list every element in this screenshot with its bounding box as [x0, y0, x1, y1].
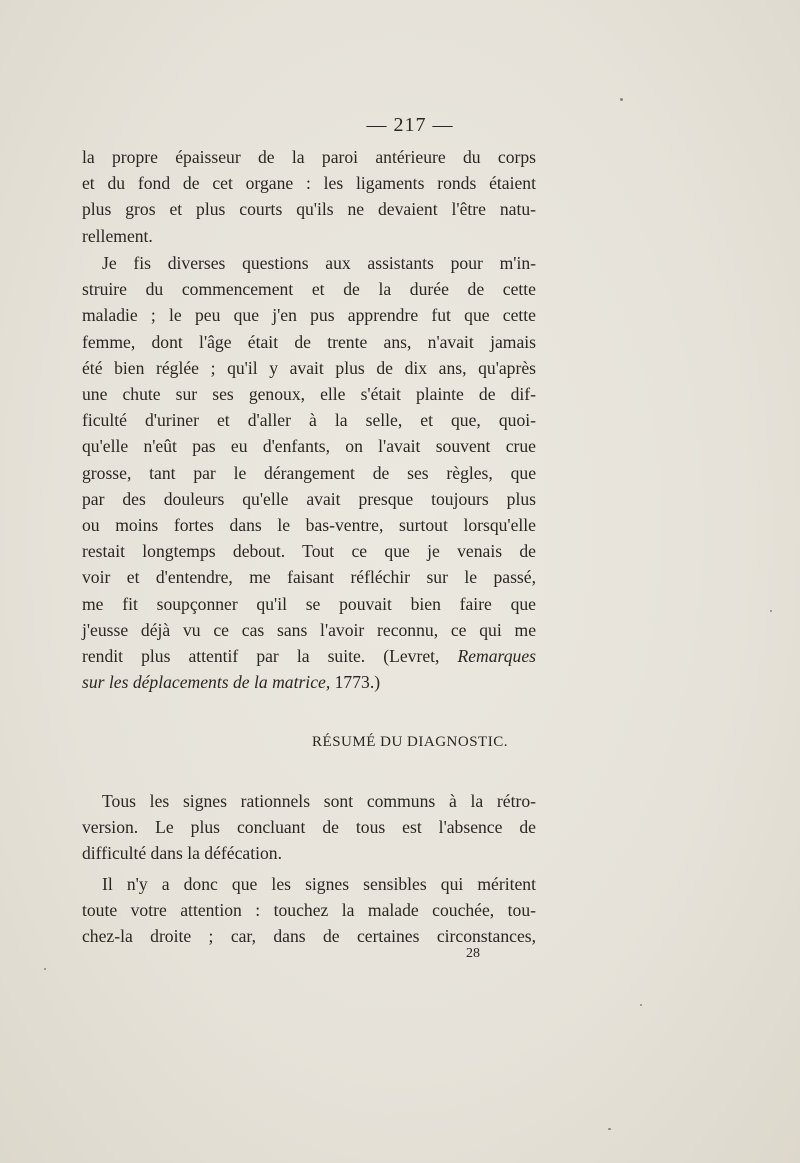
section-heading: RÉSUMÉ DU DIAGNOSTIC. [312, 734, 508, 750]
citation-year: 1773.) [334, 672, 381, 693]
paragraph-2-line: j'eusse déjà vu ce cas sans l'avoir reconnu, ce qui me [82, 619, 536, 640]
paragraph-1-line: rellement. [82, 225, 153, 246]
paragraph-4-line: chez-la droite ; car, dans de certaines circonstances, [82, 926, 536, 947]
paper-speck [608, 1128, 611, 1130]
paragraph-3-line: difficulté dans la défécation. [82, 843, 282, 864]
paragraph-2-line: par des douleurs qu'elle avait presque toujours plus [82, 488, 536, 509]
paragraph-3-line: version. Le plus concluant de tous est l'absence de [82, 817, 536, 838]
paragraph-2-line: struire du commencement et de la durée de cette [82, 279, 536, 300]
paragraph-1-line: la propre épaisseur de la paroi antérieure du corps [82, 147, 536, 167]
citation-title-italic: Remarques [457, 646, 536, 667]
paragraph-4 [82, 871, 536, 950]
paragraph-1-line: plus gros et plus courts qu'ils ne devaient l'être natu- [82, 199, 536, 220]
signature-mark: 28 [466, 946, 480, 961]
paragraph-1 [82, 144, 536, 249]
paragraph-1-line: et du fond de cet organe : les ligaments ronds étaient [82, 173, 536, 194]
citation-line-end [82, 669, 536, 695]
paragraph-4-line: Il n'y a donc que les signes sensibles qui méritent [102, 874, 536, 894]
citation-text: rendit plus attentif par la suite. (Levret, [82, 646, 440, 667]
paper-speck [44, 968, 46, 970]
paragraph-2-line: Je fis diverses questions aux assistants pour m'in- [102, 253, 536, 273]
paragraph-2-line: maladie ; le peu que j'en pus apprendre fut que cette [82, 305, 536, 326]
paragraph-2-line: femme, dont l'âge était de trente ans, n'avait jamais [82, 331, 536, 352]
paragraph-2-line: ou moins fortes dans le bas-ventre, surtout lorsqu'elle [82, 515, 536, 536]
page-number: — 217 — [366, 114, 454, 136]
paragraph-2-line: une chute sur ses genoux, elle s'était plainte de dif- [82, 384, 536, 405]
paragraph-2-line: été bien réglée ; qu'il y avait plus de dix ans, qu'après [82, 357, 536, 378]
paragraph-3-line: Tous les signes rationnels sont communs à la rétro- [102, 791, 536, 811]
paragraph-2-line: me fit soupçonner qu'il se pouvait bien faire que [82, 593, 536, 614]
paragraph-3 [82, 788, 536, 867]
citation-title-italic: sur les déplacements de la matrice, [82, 672, 331, 693]
paragraph-2-line: voir et d'entendre, me faisant réfléchir sur le passé, [82, 567, 536, 588]
paragraph-2-line: qu'elle n'eût pas eu d'enfants, on l'avait souvent crue [82, 436, 536, 457]
paper-speck [770, 610, 772, 612]
paragraph-4-line: toute votre attention : touchez la malade couchée, tou- [82, 900, 536, 921]
paragraph-2-line: grosse, tant par le dérangement de ses règles, que [82, 462, 536, 483]
paper-speck [640, 1004, 642, 1006]
citation-line [82, 643, 536, 669]
paragraph-2-line: ficulté d'uriner et d'aller à la selle, et que, quoi- [82, 410, 536, 431]
paragraph-2-line: restait longtemps debout. Tout ce que je venais de [82, 541, 536, 562]
paragraph-2 [82, 250, 536, 695]
paper-speck [620, 98, 623, 101]
